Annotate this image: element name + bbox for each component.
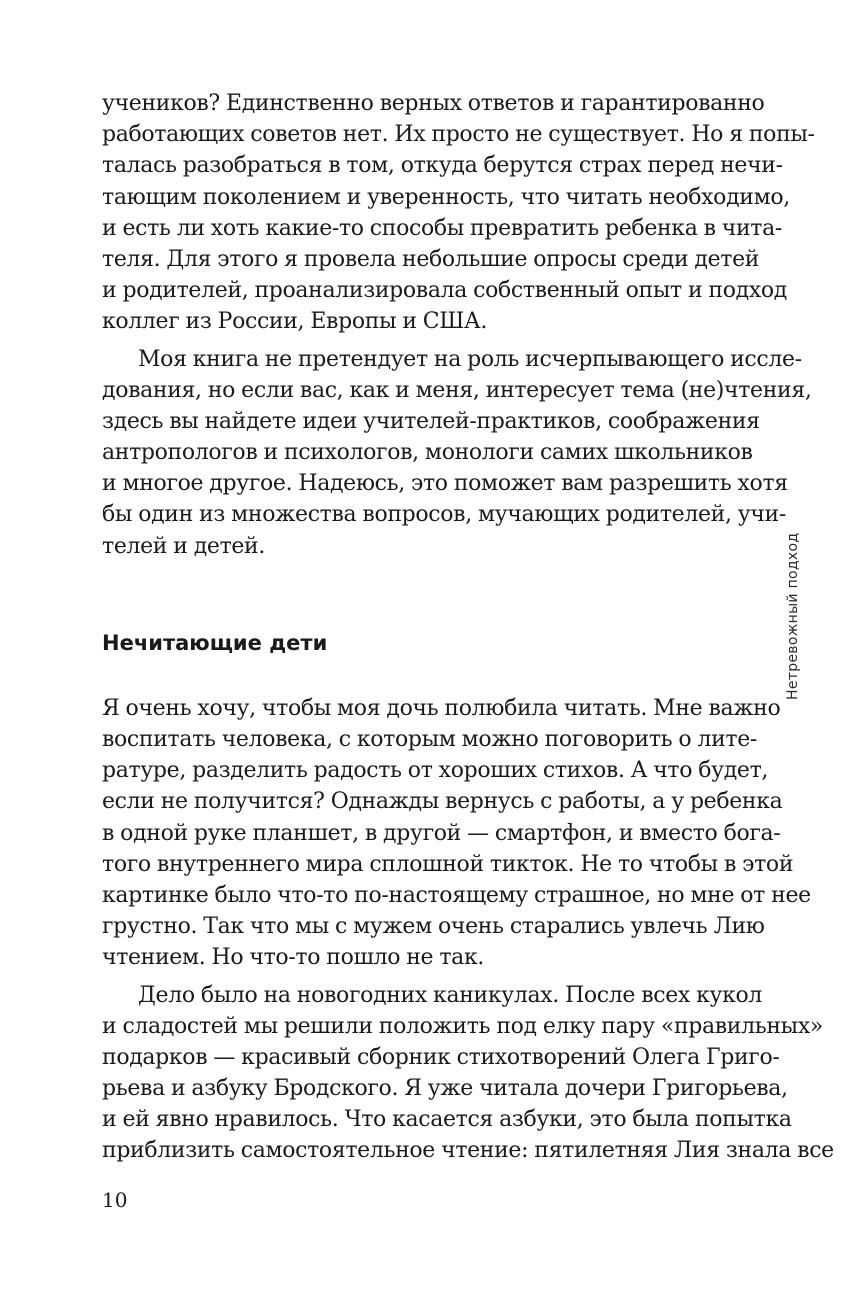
page-number: 10 <box>102 1188 128 1212</box>
text-line: антропологов и психологов, монологи самих школьников <box>102 440 753 466</box>
text-line: чтением. Но что-то пошло не так. <box>102 945 484 971</box>
text-line: дования, но если вас, как и меня, интересует тема (не)чтения, <box>102 377 812 403</box>
text-line: воспитать человека, с которым можно поговорить о лите- <box>102 727 757 752</box>
text-line: талась разобраться в том, откуда берутся страх перед нечи- <box>102 153 783 179</box>
text-line: и сладостей мы решили положить под елку пару «правильных» <box>102 1013 824 1039</box>
text-line: подарков — красивый сборник стихотворений Олега Григо- <box>102 1044 780 1070</box>
text-line: учеников? Единственно верных ответов и гарантированно <box>102 91 765 116</box>
section-paragraph <box>102 980 834 1167</box>
section-heading: Нечитающие дети <box>102 630 328 655</box>
text-line: и родителей, проанализировала собственный опыт и подход <box>102 278 787 304</box>
text-line: если не получится? Однажды вернусь с работы, а у ребенка <box>102 789 783 815</box>
text-line: ратуре, разделить радость от хороших стихов. А что будет, <box>102 758 769 784</box>
text-line: картинке было что-то по-настоящему страшное, но мне от нее <box>102 882 811 908</box>
intro-paragraph-end <box>102 88 815 338</box>
text-line: Я очень хочу, чтобы моя дочь полюбила читать. Мне важно <box>102 695 781 721</box>
text-line: здесь вы найдете идеи учителей-практиков, соображения <box>102 408 760 434</box>
text-line: в одной руке планшет, в другой — смартфон, и вместо бога- <box>102 820 781 846</box>
text-line: и многое другое. Надеюсь, это поможет вам разрешить хотя <box>102 471 788 497</box>
section-paragraph <box>102 693 811 974</box>
text-line: бы один из множества вопросов, мучающих родителей, учи- <box>102 502 786 528</box>
text-line: телей и детей. <box>102 533 266 559</box>
running-head: Нетревожный подход <box>785 532 801 700</box>
text-line: Дело было на новогодних каникулах. После всех кукол <box>138 982 762 1008</box>
text-line: рьева и азбуку Бродского. Я уже читала дочери Григорьева, <box>102 1076 788 1102</box>
text-line: того внутреннего мира сплошной тикток. Не то чтобы в этой <box>102 851 794 877</box>
intro-paragraph <box>102 344 812 562</box>
text-line: Моя книга не претендует на роль исчерпывающего иссле- <box>138 346 802 372</box>
text-line: грустно. Так что мы с мужем очень старались увлечь Лию <box>102 914 765 940</box>
text-line: работающих советов нет. Их просто не существует. Но я попы- <box>102 122 815 148</box>
text-line: приблизить самостоятельное чтение: пятилетняя Лия знала все <box>102 1138 834 1164</box>
text-line: и ей явно нравилось. Что касается азбуки, это была попытка <box>102 1107 792 1133</box>
text-line: теля. Для этого я провела небольшие опросы среди детей <box>102 246 760 272</box>
text-line: тающим поколением и уверенность, что читать необходимо, <box>102 184 790 210</box>
text-line: коллег из России, Европы и США. <box>102 309 487 335</box>
text-line: и есть ли хоть какие-то способы превратить ребенка в чита- <box>102 215 782 241</box>
